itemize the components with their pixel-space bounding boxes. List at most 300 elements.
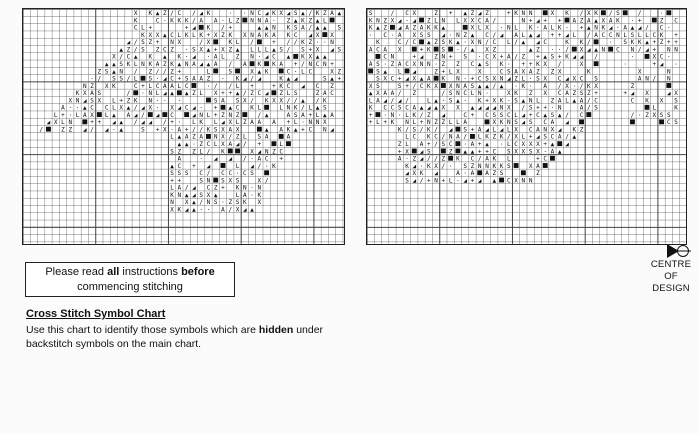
svg-text:K: K (587, 82, 591, 90)
svg-text:·: · (565, 24, 569, 32)
svg-text:Z: Z (536, 68, 540, 76)
svg-text:Z: Z (492, 133, 497, 141)
svg-text:◢: ◢ (645, 46, 649, 54)
svg-text:L: L (235, 162, 240, 170)
grid-left-canvas (23, 9, 344, 244)
svg-text:K: K (412, 111, 417, 119)
svg-text:·: · (250, 191, 254, 199)
svg-text:A: A (623, 24, 627, 32)
svg-text:L: L (192, 31, 196, 39)
svg-text:/: / (645, 24, 649, 32)
svg-text:C: C (170, 111, 174, 119)
svg-text:S: S (427, 31, 431, 39)
svg-text:X: X (184, 199, 189, 207)
svg-text:/: / (97, 75, 102, 83)
svg-text:▲: ▲ (315, 17, 320, 25)
svg-text:K: K (427, 162, 431, 170)
svg-text:K: K (272, 162, 276, 170)
svg-text:N: N (456, 82, 460, 90)
svg-text:·: · (528, 75, 533, 83)
svg-text:C: C (579, 111, 584, 119)
svg-text:X: X (587, 10, 591, 18)
svg-text:·: · (405, 155, 409, 163)
svg-text:C: C (257, 90, 262, 98)
svg-text:X: X (492, 53, 497, 61)
svg-text:A: A (608, 17, 613, 25)
svg-text:◢: ◢ (579, 53, 584, 61)
svg-text:N: N (667, 46, 671, 54)
svg-text:K: K (572, 126, 577, 134)
svg-text:A: A (565, 90, 569, 98)
svg-text:S: S (170, 170, 174, 178)
svg-text:+: + (521, 61, 526, 69)
svg-text:N: N (667, 68, 671, 76)
svg-text:X: X (521, 148, 526, 156)
svg-text:/: / (390, 10, 395, 18)
svg-text:/: / (419, 177, 424, 185)
svg-text:▲: ▲ (470, 46, 475, 54)
svg-text:·: · (184, 53, 189, 61)
svg-text:/: / (213, 82, 218, 90)
svg-text:Z: Z (659, 17, 664, 25)
svg-text:+: + (419, 119, 424, 127)
svg-text:C: C (315, 82, 320, 90)
svg-text:◢: ◢ (557, 126, 562, 134)
svg-text:N: N (405, 119, 409, 127)
svg-text:L: L (206, 68, 211, 76)
svg-text:L: L (235, 191, 240, 199)
svg-text:X: X (228, 177, 233, 185)
svg-text:A: A (579, 104, 584, 112)
svg-text:N: N (177, 191, 182, 199)
svg-text:N: N (206, 177, 211, 185)
svg-text:X: X (470, 39, 475, 47)
svg-text:K: K (293, 104, 298, 112)
svg-text:Z: Z (192, 90, 196, 98)
svg-text:+: + (272, 82, 276, 90)
svg-text:·: · (243, 10, 247, 18)
svg-text:N: N (243, 184, 247, 192)
svg-text:K: K (397, 126, 402, 134)
svg-text:N: N (250, 17, 254, 25)
svg-text:◢: ◢ (104, 126, 109, 134)
svg-text:S: S (499, 111, 504, 119)
svg-text:N: N (507, 24, 511, 32)
svg-text:S: S (579, 90, 584, 98)
svg-text:C: C (412, 133, 417, 141)
svg-text:C: C (390, 75, 395, 83)
svg-text:S: S (184, 75, 189, 83)
svg-text:▲: ▲ (434, 97, 438, 105)
svg-text:L: L (507, 126, 511, 134)
svg-text:K: K (235, 184, 240, 192)
svg-text:A: A (383, 46, 387, 54)
svg-text:S: S (528, 148, 533, 156)
svg-text:K: K (257, 191, 262, 199)
svg-text:X: X (579, 61, 584, 69)
svg-text:▲: ▲ (492, 177, 497, 185)
svg-text:C: C (419, 82, 424, 90)
svg-text:/: / (652, 75, 657, 83)
svg-text:K: K (419, 170, 424, 178)
svg-text:X: X (412, 10, 417, 18)
svg-text:+: + (543, 104, 547, 112)
svg-text:A: A (126, 111, 131, 119)
svg-text:▲: ▲ (192, 199, 196, 207)
svg-text:C: C (184, 82, 189, 90)
svg-text:K: K (405, 162, 409, 170)
svg-text:X: X (170, 104, 174, 112)
svg-text:S: S (405, 177, 409, 185)
svg-text:·: · (68, 104, 73, 112)
svg-text:+: + (308, 111, 313, 119)
svg-text:N: N (323, 61, 327, 69)
svg-text:A: A (272, 119, 276, 127)
svg-text:◢: ◢ (141, 104, 145, 112)
svg-text:X: X (148, 104, 153, 112)
svg-text:S: S (293, 111, 298, 119)
instructions-notice (25, 262, 235, 297)
svg-text:◢: ◢ (565, 141, 569, 149)
svg-text:+: + (652, 46, 657, 54)
svg-text:·: · (250, 155, 254, 163)
svg-text:▲: ▲ (550, 141, 555, 149)
svg-text:Z: Z (61, 126, 65, 134)
svg-text:/: / (405, 97, 409, 105)
svg-text:·: · (448, 31, 453, 39)
svg-text:K: K (492, 155, 497, 163)
svg-text:S: S (184, 170, 189, 178)
svg-text:·: · (163, 17, 167, 25)
svg-text:L: L (177, 82, 182, 90)
svg-text:C: C (221, 170, 225, 178)
svg-text:Z: Z (323, 10, 327, 18)
svg-text:·: · (667, 53, 671, 61)
svg-text:X: X (514, 177, 518, 185)
svg-text:S: S (119, 61, 123, 69)
svg-text:K: K (477, 97, 482, 105)
svg-text:K: K (492, 162, 497, 170)
svg-text:S: S (119, 75, 123, 83)
svg-text:X: X (383, 75, 387, 83)
svg-text:K: K (594, 10, 598, 18)
svg-text:Z: Z (470, 10, 475, 18)
svg-text:·: · (199, 104, 203, 112)
svg-text:X: X (492, 119, 497, 127)
svg-text:S: S (221, 177, 225, 185)
svg-text:◢: ◢ (565, 75, 569, 83)
svg-text:N: N (448, 133, 453, 141)
svg-text:+: + (667, 39, 671, 47)
svg-text:/: / (192, 126, 196, 134)
svg-text:A: A (376, 97, 380, 105)
svg-text:Z: Z (235, 53, 240, 61)
svg-text:·: · (485, 90, 489, 98)
svg-text:/: / (485, 39, 489, 47)
svg-text:◢: ◢ (163, 90, 167, 98)
svg-text:Z: Z (492, 46, 497, 54)
svg-text:A: A (279, 126, 283, 134)
svg-text:A: A (390, 90, 395, 98)
svg-text:▲: ▲ (521, 39, 526, 47)
svg-text:L: L (264, 46, 269, 54)
svg-text:L: L (565, 97, 569, 105)
svg-text:K: K (514, 90, 518, 98)
svg-text:C: C (470, 155, 475, 163)
svg-text:▲: ▲ (184, 191, 189, 199)
svg-text:+: + (448, 53, 453, 61)
svg-text:◢: ◢ (499, 31, 504, 39)
svg-text:·: · (272, 17, 276, 25)
svg-text:·: · (623, 61, 627, 69)
svg-text:▲: ▲ (557, 148, 562, 156)
svg-text:A: A (514, 68, 518, 76)
svg-text:/: / (441, 162, 446, 170)
svg-text:L: L (133, 75, 138, 83)
svg-text:◢: ◢ (192, 53, 196, 61)
svg-text:S: S (470, 82, 475, 90)
svg-text:K: K (235, 75, 240, 83)
svg-text:◢: ◢ (412, 17, 417, 25)
svg-text:·: · (170, 126, 174, 134)
svg-text:N: N (477, 90, 482, 98)
svg-text:L: L (572, 31, 577, 39)
svg-text:C: C (133, 24, 138, 32)
svg-text:L: L (279, 104, 283, 112)
svg-text:X: X (434, 82, 438, 90)
svg-text:S: S (97, 90, 102, 98)
svg-text:◢: ◢ (192, 191, 196, 199)
svg-text:K: K (206, 24, 211, 32)
svg-text:Z: Z (272, 148, 276, 156)
svg-text:▲: ▲ (184, 141, 189, 149)
svg-text:C: C (104, 104, 109, 112)
svg-text:S: S (250, 170, 254, 178)
svg-text:L: L (645, 31, 649, 39)
svg-text:◢: ◢ (397, 17, 402, 25)
svg-text:·: · (674, 61, 678, 69)
svg-text:/: / (315, 97, 320, 105)
svg-text:N: N (257, 17, 262, 25)
section-body-bold: hidden (258, 324, 294, 336)
svg-text:▲: ▲ (264, 24, 269, 32)
svg-text:▲: ▲ (184, 90, 189, 98)
svg-text:Z: Z (235, 17, 240, 25)
svg-text:Z: Z (192, 148, 196, 156)
svg-text:◢: ◢ (405, 170, 409, 178)
svg-text:X: X (470, 24, 475, 32)
svg-text:Z: Z (250, 90, 254, 98)
svg-text:X: X (652, 53, 657, 61)
svg-text:K: K (434, 24, 438, 32)
svg-text:X: X (521, 68, 526, 76)
svg-text:/: / (163, 68, 167, 76)
svg-text:/: / (133, 68, 138, 76)
svg-text:▲: ▲ (293, 126, 298, 134)
centre-of-design-label (642, 259, 699, 295)
svg-text:L: L (213, 141, 218, 149)
svg-text:/: / (565, 133, 569, 141)
svg-text:S: S (550, 53, 555, 61)
svg-text:A: A (301, 111, 305, 119)
svg-text:+: + (637, 17, 642, 25)
svg-text:N: N (83, 82, 87, 90)
svg-text:S: S (616, 10, 620, 18)
svg-text:◢: ◢ (572, 53, 577, 61)
svg-text:C: C (243, 170, 247, 178)
svg-text:/: / (243, 155, 247, 163)
svg-text:S: S (514, 119, 518, 127)
svg-text:S: S (659, 111, 664, 119)
svg-text:A: A (264, 17, 269, 25)
svg-text:N: N (427, 61, 431, 69)
svg-text:S: S (485, 61, 489, 69)
svg-text:A: A (61, 104, 65, 112)
svg-text:K: K (427, 133, 431, 141)
svg-text:▲: ▲ (264, 126, 269, 134)
svg-text:+: + (97, 119, 102, 127)
svg-text:C: C (163, 46, 167, 54)
svg-text:N: N (286, 104, 291, 112)
svg-text:·: · (141, 90, 145, 98)
svg-text:K: K (485, 133, 489, 141)
svg-text:X: X (412, 31, 417, 39)
svg-text:K: K (228, 31, 233, 39)
svg-text:/: / (463, 46, 467, 54)
svg-text:◢: ◢ (83, 97, 87, 105)
svg-text:+: + (623, 90, 627, 98)
svg-text:K: K (557, 24, 562, 32)
svg-text:S: S (293, 10, 298, 18)
svg-text:▲: ▲ (485, 82, 489, 90)
svg-text:L: L (170, 133, 174, 141)
svg-text:·: · (630, 17, 635, 25)
svg-text:A: A (507, 53, 511, 61)
svg-text:C: C (405, 61, 409, 69)
svg-text:·: · (199, 206, 203, 214)
svg-text:Z: Z (90, 82, 94, 90)
svg-text:·: · (293, 68, 298, 76)
svg-text:K: K (148, 10, 153, 18)
section-title: Cross Stitch Symbol Chart (26, 308, 166, 320)
svg-text:X: X (315, 31, 320, 39)
svg-text:L: L (652, 104, 657, 112)
svg-text:·: · (301, 119, 305, 127)
svg-text:K: K (250, 104, 254, 112)
svg-text:+: + (536, 155, 540, 163)
svg-text:·: · (192, 141, 196, 149)
svg-text:C: C (543, 119, 547, 127)
svg-text:S: S (463, 126, 467, 134)
svg-text:◢: ◢ (536, 39, 540, 47)
svg-text:N: N (148, 97, 153, 105)
svg-text:C: C (206, 141, 211, 149)
svg-text:K: K (221, 148, 225, 156)
svg-text:·: · (550, 46, 555, 54)
svg-text:◢: ◢ (264, 10, 269, 18)
svg-text:K: K (126, 61, 131, 69)
svg-text:N: N (148, 90, 153, 98)
svg-text:◢: ◢ (213, 155, 218, 163)
svg-text:L: L (434, 17, 438, 25)
svg-text:L: L (412, 119, 417, 127)
svg-text:◢: ◢ (608, 24, 613, 32)
svg-text:S: S (419, 31, 424, 39)
svg-text:C: C (177, 162, 182, 170)
svg-text:+: + (141, 82, 145, 90)
svg-text:·: · (257, 53, 262, 61)
svg-text:X: X (221, 46, 225, 54)
svg-text:·: · (667, 24, 671, 32)
svg-text:N: N (543, 126, 547, 134)
svg-text:C: C (499, 68, 504, 76)
svg-text:A: A (90, 90, 94, 98)
svg-text:Z: Z (383, 24, 387, 32)
svg-text:·: · (264, 162, 269, 170)
svg-text:▲: ▲ (192, 206, 196, 214)
svg-text:L: L (155, 90, 160, 98)
svg-text:/: / (250, 97, 254, 105)
svg-text:C: C (90, 104, 94, 112)
svg-text:A: A (264, 133, 269, 141)
svg-text:◢: ◢ (637, 24, 642, 32)
svg-text:K: K (243, 199, 247, 207)
svg-text:/: / (250, 39, 254, 47)
svg-text:·: · (456, 177, 460, 185)
svg-text:C: C (235, 104, 240, 112)
svg-text:C: C (155, 82, 160, 90)
svg-text:N: N (630, 46, 635, 54)
svg-text:+: + (427, 177, 431, 185)
svg-text:/: / (405, 39, 409, 47)
svg-text:S: S (463, 53, 467, 61)
svg-text:L: L (521, 75, 526, 83)
svg-text:C: C (257, 10, 262, 18)
svg-text:Z: Z (528, 90, 533, 98)
svg-text:L: L (492, 126, 497, 134)
svg-text:◢: ◢ (264, 53, 269, 61)
svg-text:+: + (427, 141, 431, 149)
svg-text:▲: ▲ (228, 104, 233, 112)
svg-text:◢: ◢ (192, 184, 196, 192)
svg-text:C: C (485, 111, 489, 119)
svg-text:◢: ◢ (448, 126, 453, 134)
svg-text:X: X (315, 46, 320, 54)
svg-text:X: X (221, 133, 225, 141)
svg-text:X: X (133, 10, 138, 18)
svg-text:+: + (528, 133, 533, 141)
svg-text:C: C (652, 31, 657, 39)
svg-text:L: L (301, 68, 305, 76)
svg-text:·: · (383, 61, 387, 69)
svg-text:/: / (133, 46, 138, 54)
svg-text:S: S (192, 46, 196, 54)
svg-text:K: K (376, 39, 380, 47)
svg-text:K: K (184, 17, 189, 25)
svg-text:Z: Z (163, 10, 167, 18)
svg-text:C: C (184, 104, 189, 112)
svg-text:X: X (543, 90, 547, 98)
svg-text:C: C (536, 111, 540, 119)
svg-text:S: S (368, 10, 373, 18)
svg-text:K: K (499, 97, 504, 105)
svg-text:C: C (485, 53, 489, 61)
svg-text:Z: Z (170, 46, 174, 54)
svg-text:/: / (412, 82, 417, 90)
svg-text:+: + (543, 141, 547, 149)
svg-text:K: K (199, 119, 203, 127)
svg-text:L: L (427, 97, 431, 105)
